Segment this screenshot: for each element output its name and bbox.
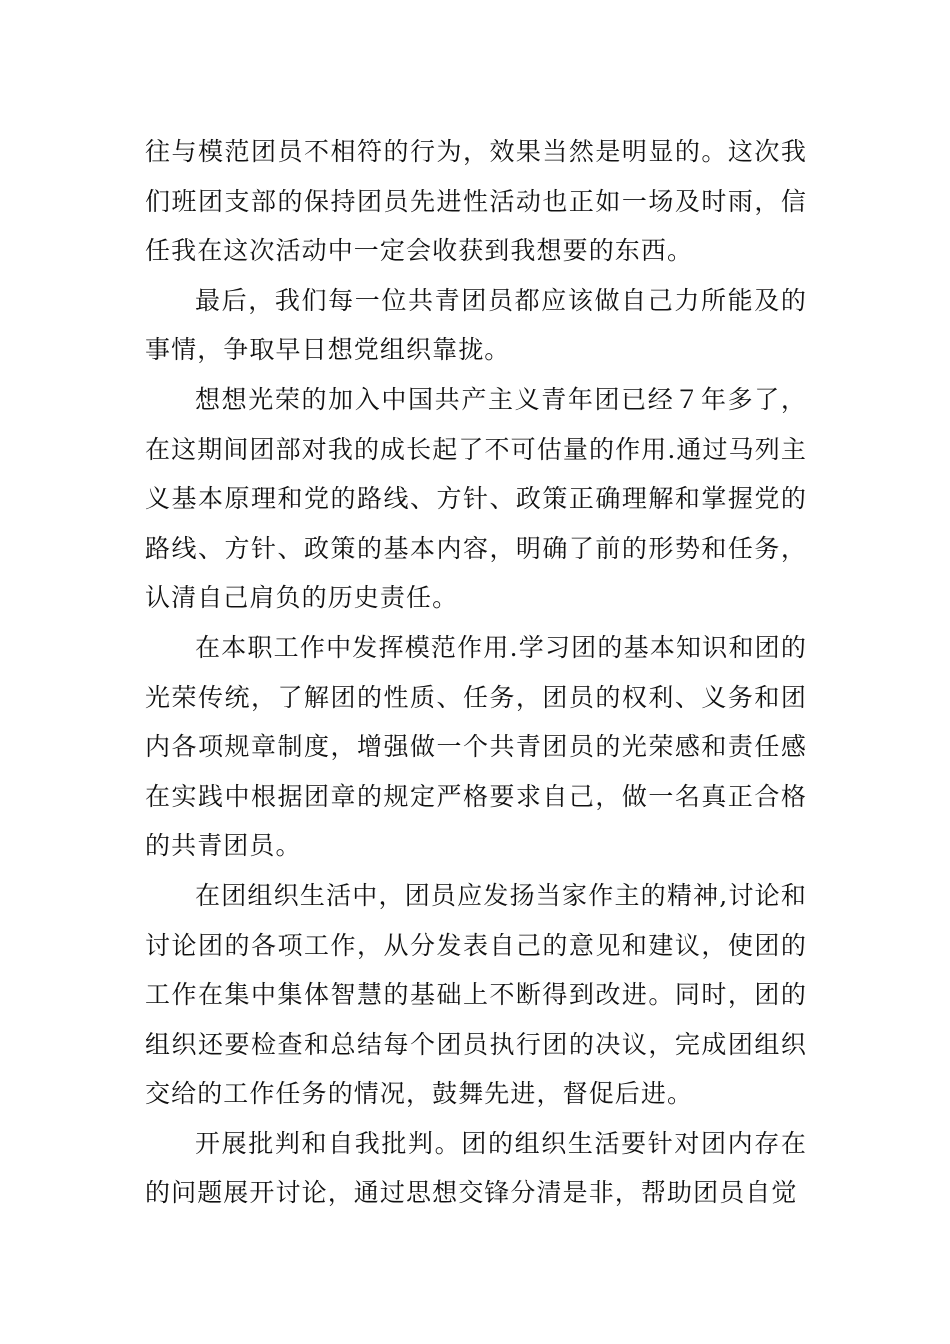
document-page: [145, 127, 807, 1218]
paragraph-6: 开展批判和自我批判。团的组织生活要针对团内存在的问题展开讨论，通过思想交锋分清是非，帮助团员自觉: [145, 1128, 807, 1208]
paragraph-5: 在团组织生活中，团员应发扬当家作主的精神,讨论和讨论团的各项工作，从分发表自己的意见和建议，使团的工作在集中集体智慧的基础上不断得到改进。同时，团的组织还要检查和总结每个团员执行团的决议，完成团组织交给的工作任务的情况，鼓舞先进，督促后进。: [145, 880, 807, 1109]
paragraph-2: 最后，我们每一位共青团员都应该做自己力所能及的事情，争取早日想党组织靠拢。: [145, 285, 807, 365]
paragraph-3: 想想光荣的加入中国共产主义青年团已经７年多了，在这期间团部对我的成长起了不可估量的作用.通过马列主义基本原理和党的路线、方针、政策正确理解和掌握党的路线、方针、政策的基本内容，明确了前的形势和任务，认清自己肩负的历史责任。: [145, 384, 807, 613]
paragraph-4: 在本职工作中发挥模范作用.学习团的基本知识和团的光荣传统，了解团的性质、任务，团员的权利、义务和团内各项规章制度，增强做一个共青团员的光荣感和责任感在实践中根据团章的规定严格要求自己，做一名真正合格的共青团员。: [145, 632, 807, 861]
paragraph-1: 往与模范团员不相符的行为，效果当然是明显的。这次我们班团支部的保持团员先进性活动也正如一场及时雨，信任我在这次活动中一定会收获到我想要的东西。: [145, 137, 807, 266]
